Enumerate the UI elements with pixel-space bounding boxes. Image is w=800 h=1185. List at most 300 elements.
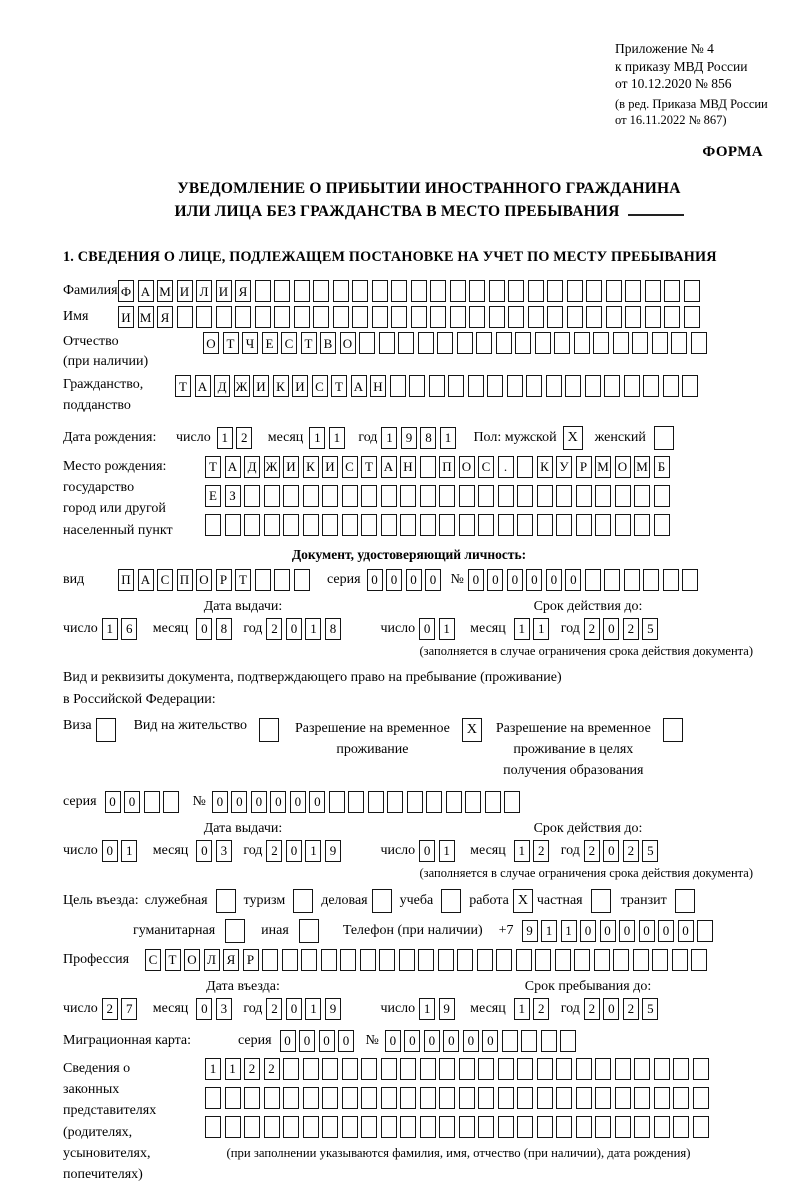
- char-box[interactable]: 3: [216, 998, 232, 1020]
- char-box[interactable]: 0: [102, 840, 118, 862]
- char-box[interactable]: 1: [102, 618, 118, 640]
- char-box[interactable]: [446, 791, 462, 813]
- char-box[interactable]: [576, 485, 592, 507]
- char-box[interactable]: [673, 1116, 689, 1138]
- char-box[interactable]: [255, 569, 271, 591]
- char-box[interactable]: [387, 791, 403, 813]
- char-box[interactable]: [693, 1087, 709, 1109]
- char-box[interactable]: Т: [205, 456, 221, 478]
- char-box[interactable]: [556, 485, 572, 507]
- char-box[interactable]: [439, 514, 455, 536]
- char-box[interactable]: 1: [381, 427, 397, 449]
- char-box[interactable]: 1: [329, 427, 345, 449]
- char-box[interactable]: Т: [175, 375, 191, 397]
- char-box[interactable]: О: [203, 332, 219, 354]
- char-box[interactable]: 0: [443, 1030, 459, 1052]
- char-box[interactable]: [205, 1087, 221, 1109]
- char-box[interactable]: [381, 1087, 397, 1109]
- char-box[interactable]: 2: [584, 840, 600, 862]
- char-box[interactable]: [595, 1116, 611, 1138]
- char-box[interactable]: [604, 375, 620, 397]
- char-box[interactable]: 0: [212, 791, 228, 813]
- char-box[interactable]: О: [184, 949, 200, 971]
- char-box[interactable]: [294, 569, 310, 591]
- char-box[interactable]: Ж: [264, 456, 280, 478]
- char-box[interactable]: [517, 1087, 533, 1109]
- char-box[interactable]: [643, 375, 659, 397]
- char-box[interactable]: [633, 949, 649, 971]
- char-box[interactable]: [693, 1116, 709, 1138]
- char-box[interactable]: Т: [361, 456, 377, 478]
- char-box[interactable]: Л: [196, 280, 212, 302]
- char-box[interactable]: [381, 1058, 397, 1080]
- char-box[interactable]: [439, 1058, 455, 1080]
- char-box[interactable]: [517, 514, 533, 536]
- char-box[interactable]: Я: [157, 306, 173, 328]
- char-box[interactable]: [478, 514, 494, 536]
- char-box[interactable]: [556, 1087, 572, 1109]
- char-box[interactable]: [697, 920, 713, 942]
- char-box[interactable]: [693, 1058, 709, 1080]
- char-box[interactable]: 0: [507, 569, 523, 591]
- char-box[interactable]: 0: [280, 1030, 296, 1052]
- char-box[interactable]: [624, 375, 640, 397]
- char-box[interactable]: [654, 485, 670, 507]
- char-box[interactable]: [632, 332, 648, 354]
- char-box[interactable]: М: [595, 456, 611, 478]
- char-box[interactable]: [485, 791, 501, 813]
- char-box[interactable]: 0: [482, 1030, 498, 1052]
- sex-male-checkbox[interactable]: X: [563, 426, 583, 450]
- char-box[interactable]: [361, 514, 377, 536]
- char-box[interactable]: Р: [216, 569, 232, 591]
- purpose-tranzit-checkbox[interactable]: [675, 889, 695, 913]
- char-box[interactable]: [537, 514, 553, 536]
- char-box[interactable]: Н: [400, 456, 416, 478]
- char-box[interactable]: Я: [235, 280, 251, 302]
- char-box[interactable]: [478, 485, 494, 507]
- char-box[interactable]: 5: [642, 998, 658, 1020]
- char-box[interactable]: [379, 332, 395, 354]
- char-box[interactable]: С: [281, 332, 297, 354]
- char-box[interactable]: [469, 306, 485, 328]
- char-box[interactable]: А: [225, 456, 241, 478]
- char-box[interactable]: [399, 949, 415, 971]
- char-box[interactable]: С: [312, 375, 328, 397]
- char-box[interactable]: 0: [105, 791, 121, 813]
- char-box[interactable]: 0: [658, 920, 674, 942]
- char-box[interactable]: [437, 332, 453, 354]
- char-box[interactable]: 1: [439, 840, 455, 862]
- char-box[interactable]: О: [340, 332, 356, 354]
- char-box[interactable]: Н: [370, 375, 386, 397]
- char-box[interactable]: 0: [546, 569, 562, 591]
- char-box[interactable]: 0: [286, 618, 302, 640]
- char-box[interactable]: 1: [305, 618, 321, 640]
- char-box[interactable]: [400, 1116, 416, 1138]
- char-box[interactable]: [663, 569, 679, 591]
- char-box[interactable]: С: [478, 456, 494, 478]
- char-box[interactable]: 0: [299, 1030, 315, 1052]
- char-box[interactable]: [576, 1058, 592, 1080]
- char-box[interactable]: [508, 306, 524, 328]
- purpose-delovaya-checkbox[interactable]: [372, 889, 392, 913]
- char-box[interactable]: И: [118, 306, 134, 328]
- char-box[interactable]: 1: [439, 618, 455, 640]
- char-box[interactable]: Е: [262, 332, 278, 354]
- char-box[interactable]: [606, 280, 622, 302]
- char-box[interactable]: [498, 514, 514, 536]
- char-box[interactable]: [567, 280, 583, 302]
- char-box[interactable]: [684, 280, 700, 302]
- char-box[interactable]: 1: [541, 920, 557, 942]
- char-box[interactable]: 0: [603, 998, 619, 1020]
- char-box[interactable]: [535, 332, 551, 354]
- char-box[interactable]: [459, 514, 475, 536]
- char-box[interactable]: [342, 1058, 358, 1080]
- char-box[interactable]: Р: [576, 456, 592, 478]
- char-box[interactable]: [303, 1116, 319, 1138]
- char-box[interactable]: А: [138, 569, 154, 591]
- char-box[interactable]: 2: [533, 998, 549, 1020]
- char-box[interactable]: А: [381, 456, 397, 478]
- char-box[interactable]: [313, 306, 329, 328]
- char-box[interactable]: 1: [514, 998, 530, 1020]
- char-box[interactable]: [322, 1087, 338, 1109]
- char-box[interactable]: [196, 306, 212, 328]
- char-box[interactable]: [459, 1087, 475, 1109]
- char-box[interactable]: [225, 1116, 241, 1138]
- char-box[interactable]: Д: [244, 456, 260, 478]
- char-box[interactable]: 0: [286, 998, 302, 1020]
- char-box[interactable]: [411, 280, 427, 302]
- char-box[interactable]: [342, 485, 358, 507]
- char-box[interactable]: [654, 1058, 670, 1080]
- char-box[interactable]: [430, 306, 446, 328]
- char-box[interactable]: [361, 485, 377, 507]
- char-box[interactable]: [487, 375, 503, 397]
- char-box[interactable]: [262, 949, 278, 971]
- char-box[interactable]: [420, 1116, 436, 1138]
- char-box[interactable]: И: [292, 375, 308, 397]
- char-box[interactable]: 7: [121, 998, 137, 1020]
- char-box[interactable]: [585, 375, 601, 397]
- char-box[interactable]: [420, 1087, 436, 1109]
- char-box[interactable]: [177, 306, 193, 328]
- char-box[interactable]: [643, 569, 659, 591]
- char-box[interactable]: [398, 332, 414, 354]
- char-box[interactable]: [321, 949, 337, 971]
- char-box[interactable]: [673, 1087, 689, 1109]
- temp-edu-permit-checkbox[interactable]: [663, 718, 683, 742]
- char-box[interactable]: 0: [424, 1030, 440, 1052]
- char-box[interactable]: [691, 332, 707, 354]
- char-box[interactable]: С: [145, 949, 161, 971]
- char-box[interactable]: [322, 485, 338, 507]
- char-box[interactable]: [342, 1116, 358, 1138]
- char-box[interactable]: [303, 1087, 319, 1109]
- char-box[interactable]: 2: [266, 840, 282, 862]
- purpose-chastnaya-checkbox[interactable]: [591, 889, 611, 913]
- char-box[interactable]: [634, 514, 650, 536]
- char-box[interactable]: [294, 280, 310, 302]
- char-box[interactable]: 2: [244, 1058, 260, 1080]
- char-box[interactable]: И: [322, 456, 338, 478]
- char-box[interactable]: 0: [196, 840, 212, 862]
- char-box[interactable]: [418, 332, 434, 354]
- char-box[interactable]: [624, 569, 640, 591]
- char-box[interactable]: К: [303, 456, 319, 478]
- char-box[interactable]: Б: [654, 456, 670, 478]
- char-box[interactable]: П: [118, 569, 134, 591]
- char-box[interactable]: 5: [642, 840, 658, 862]
- char-box[interactable]: Ф: [118, 280, 134, 302]
- char-box[interactable]: [420, 1058, 436, 1080]
- char-box[interactable]: [595, 514, 611, 536]
- char-box[interactable]: [439, 1087, 455, 1109]
- char-box[interactable]: 8: [420, 427, 436, 449]
- char-box[interactable]: [244, 1087, 260, 1109]
- char-box[interactable]: А: [351, 375, 367, 397]
- char-box[interactable]: [517, 456, 533, 478]
- char-box[interactable]: [372, 280, 388, 302]
- char-box[interactable]: 0: [463, 1030, 479, 1052]
- char-box[interactable]: [420, 456, 436, 478]
- char-box[interactable]: Р: [243, 949, 259, 971]
- char-box[interactable]: [634, 1058, 650, 1080]
- char-box[interactable]: [438, 949, 454, 971]
- char-box[interactable]: [465, 791, 481, 813]
- purpose-ucheba-checkbox[interactable]: [441, 889, 461, 913]
- char-box[interactable]: [593, 332, 609, 354]
- char-box[interactable]: [368, 791, 384, 813]
- char-box[interactable]: [682, 375, 698, 397]
- char-box[interactable]: 5: [642, 618, 658, 640]
- char-box[interactable]: [352, 306, 368, 328]
- char-box[interactable]: [361, 1058, 377, 1080]
- char-box[interactable]: [537, 1116, 553, 1138]
- char-box[interactable]: [691, 949, 707, 971]
- char-box[interactable]: [546, 375, 562, 397]
- char-box[interactable]: [595, 1087, 611, 1109]
- char-box[interactable]: [606, 306, 622, 328]
- char-box[interactable]: [459, 485, 475, 507]
- char-box[interactable]: [322, 1116, 338, 1138]
- char-box[interactable]: [673, 1058, 689, 1080]
- char-box[interactable]: [496, 332, 512, 354]
- char-box[interactable]: [400, 514, 416, 536]
- sex-female-checkbox[interactable]: [654, 426, 674, 450]
- char-box[interactable]: 0: [678, 920, 694, 942]
- char-box[interactable]: [498, 1087, 514, 1109]
- char-box[interactable]: [498, 1116, 514, 1138]
- char-box[interactable]: 3: [216, 840, 232, 862]
- char-box[interactable]: [255, 280, 271, 302]
- char-box[interactable]: [477, 949, 493, 971]
- char-box[interactable]: [225, 514, 241, 536]
- char-box[interactable]: Я: [223, 949, 239, 971]
- char-box[interactable]: 9: [439, 998, 455, 1020]
- char-box[interactable]: З: [225, 485, 241, 507]
- char-box[interactable]: М: [157, 280, 173, 302]
- char-box[interactable]: [576, 1116, 592, 1138]
- char-box[interactable]: 8: [325, 618, 341, 640]
- char-box[interactable]: 0: [386, 569, 402, 591]
- char-box[interactable]: [457, 332, 473, 354]
- char-box[interactable]: У: [556, 456, 572, 478]
- char-box[interactable]: [625, 280, 641, 302]
- purpose-gumanitarnaya-checkbox[interactable]: [225, 919, 245, 943]
- char-box[interactable]: [634, 1116, 650, 1138]
- char-box[interactable]: [322, 514, 338, 536]
- char-box[interactable]: [235, 306, 251, 328]
- char-box[interactable]: О: [459, 456, 475, 478]
- char-box[interactable]: 1: [514, 618, 530, 640]
- char-box[interactable]: 0: [603, 840, 619, 862]
- char-box[interactable]: 2: [584, 998, 600, 1020]
- char-box[interactable]: М: [138, 306, 154, 328]
- char-box[interactable]: 0: [526, 569, 542, 591]
- char-box[interactable]: 0: [251, 791, 267, 813]
- char-box[interactable]: [450, 306, 466, 328]
- char-box[interactable]: [556, 1116, 572, 1138]
- char-box[interactable]: 0: [419, 618, 435, 640]
- char-box[interactable]: Т: [235, 569, 251, 591]
- char-box[interactable]: Т: [331, 375, 347, 397]
- char-box[interactable]: 2: [623, 998, 639, 1020]
- visa-checkbox[interactable]: [96, 718, 116, 742]
- char-box[interactable]: [342, 514, 358, 536]
- char-box[interactable]: [671, 332, 687, 354]
- char-box[interactable]: [684, 306, 700, 328]
- char-box[interactable]: 0: [419, 840, 435, 862]
- char-box[interactable]: [526, 375, 542, 397]
- char-box[interactable]: 2: [264, 1058, 280, 1080]
- char-box[interactable]: [400, 485, 416, 507]
- char-box[interactable]: [400, 1058, 416, 1080]
- char-box[interactable]: 0: [385, 1030, 401, 1052]
- char-box[interactable]: [615, 1087, 631, 1109]
- char-box[interactable]: [313, 280, 329, 302]
- char-box[interactable]: [528, 306, 544, 328]
- char-box[interactable]: [400, 1087, 416, 1109]
- char-box[interactable]: [478, 1087, 494, 1109]
- char-box[interactable]: [391, 280, 407, 302]
- char-box[interactable]: [615, 1058, 631, 1080]
- char-box[interactable]: [301, 949, 317, 971]
- char-box[interactable]: [586, 306, 602, 328]
- char-box[interactable]: [507, 375, 523, 397]
- char-box[interactable]: 2: [584, 618, 600, 640]
- char-box[interactable]: [615, 514, 631, 536]
- char-box[interactable]: [459, 1116, 475, 1138]
- char-box[interactable]: 0: [367, 569, 383, 591]
- char-box[interactable]: [274, 280, 290, 302]
- char-box[interactable]: 8: [216, 618, 232, 640]
- char-box[interactable]: 2: [266, 618, 282, 640]
- char-box[interactable]: 2: [623, 840, 639, 862]
- char-box[interactable]: 9: [325, 998, 341, 1020]
- char-box[interactable]: 0: [619, 920, 635, 942]
- char-box[interactable]: [664, 306, 680, 328]
- char-box[interactable]: 2: [236, 427, 252, 449]
- char-box[interactable]: [420, 514, 436, 536]
- char-box[interactable]: Т: [223, 332, 239, 354]
- char-box[interactable]: [556, 1058, 572, 1080]
- char-box[interactable]: [282, 949, 298, 971]
- char-box[interactable]: 1: [305, 840, 321, 862]
- char-box[interactable]: [283, 1116, 299, 1138]
- char-box[interactable]: 0: [196, 618, 212, 640]
- char-box[interactable]: [359, 332, 375, 354]
- char-box[interactable]: [430, 280, 446, 302]
- char-box[interactable]: [595, 485, 611, 507]
- char-box[interactable]: [567, 306, 583, 328]
- char-box[interactable]: [654, 1116, 670, 1138]
- char-box[interactable]: [244, 485, 260, 507]
- char-box[interactable]: [515, 332, 531, 354]
- char-box[interactable]: [409, 375, 425, 397]
- char-box[interactable]: 0: [338, 1030, 354, 1052]
- char-box[interactable]: К: [273, 375, 289, 397]
- char-box[interactable]: [352, 280, 368, 302]
- char-box[interactable]: [576, 514, 592, 536]
- char-box[interactable]: Т: [165, 949, 181, 971]
- char-box[interactable]: [574, 949, 590, 971]
- char-box[interactable]: [205, 514, 221, 536]
- char-box[interactable]: 0: [580, 920, 596, 942]
- char-box[interactable]: И: [216, 280, 232, 302]
- char-box[interactable]: [594, 949, 610, 971]
- char-box[interactable]: [420, 485, 436, 507]
- residence-permit-checkbox[interactable]: [259, 718, 279, 742]
- char-box[interactable]: [604, 569, 620, 591]
- char-box[interactable]: [426, 791, 442, 813]
- char-box[interactable]: [303, 1058, 319, 1080]
- char-box[interactable]: А: [195, 375, 211, 397]
- char-box[interactable]: 1: [533, 618, 549, 640]
- char-box[interactable]: 0: [603, 618, 619, 640]
- char-box[interactable]: С: [342, 456, 358, 478]
- char-box[interactable]: [390, 375, 406, 397]
- purpose-rabota-checkbox[interactable]: X: [513, 889, 533, 913]
- char-box[interactable]: 2: [623, 618, 639, 640]
- char-box[interactable]: [450, 280, 466, 302]
- char-box[interactable]: Т: [301, 332, 317, 354]
- char-box[interactable]: [498, 485, 514, 507]
- char-box[interactable]: [418, 949, 434, 971]
- char-box[interactable]: [303, 514, 319, 536]
- char-box[interactable]: 0: [286, 840, 302, 862]
- char-box[interactable]: [476, 332, 492, 354]
- char-box[interactable]: [381, 485, 397, 507]
- char-box[interactable]: 0: [406, 569, 422, 591]
- char-box[interactable]: [595, 1058, 611, 1080]
- char-box[interactable]: [205, 1116, 221, 1138]
- char-box[interactable]: 1: [305, 998, 321, 1020]
- char-box[interactable]: [381, 1116, 397, 1138]
- char-box[interactable]: [411, 306, 427, 328]
- char-box[interactable]: 1: [217, 427, 233, 449]
- char-box[interactable]: [264, 514, 280, 536]
- char-box[interactable]: [244, 1116, 260, 1138]
- char-box[interactable]: 6: [121, 618, 137, 640]
- char-box[interactable]: [517, 1058, 533, 1080]
- char-box[interactable]: [555, 949, 571, 971]
- char-box[interactable]: [348, 791, 364, 813]
- char-box[interactable]: [244, 514, 260, 536]
- char-box[interactable]: [468, 375, 484, 397]
